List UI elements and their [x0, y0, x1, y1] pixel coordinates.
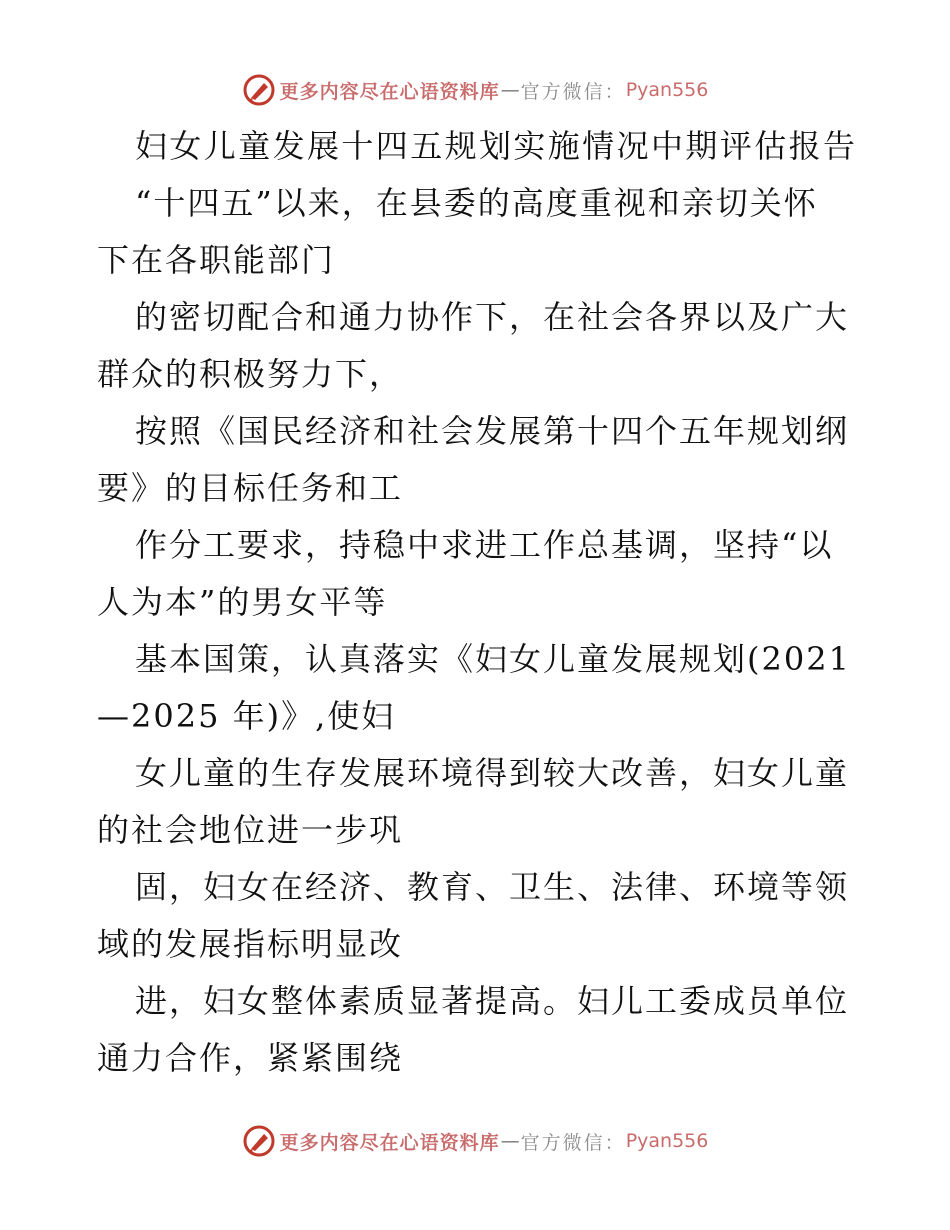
- paragraph-line: 要》的目标任务和工: [97, 469, 404, 507]
- pen-logo-icon: [242, 1124, 276, 1158]
- watermark-main-text: 更多内容尽在心语资料库: [279, 1131, 500, 1154]
- header-watermark: [0, 70, 950, 110]
- paragraph-line: 基本国策，认真落实《妇女儿童发展规划(2021: [135, 640, 851, 678]
- paragraph-line: 通力合作，紧紧围绕: [97, 1039, 404, 1077]
- paragraph-line: “十四五”以来，在县委的高度重视和亲切关怀: [135, 184, 818, 222]
- watermark-wechat-label: 官方微信：: [520, 80, 626, 103]
- paragraph-line: 的社会地位进一步巩: [97, 811, 404, 849]
- watermark-wechat-id: Pyan556: [625, 1130, 709, 1152]
- paragraph-line: 人为本”的男女平等: [97, 583, 388, 621]
- paragraph-line: 女儿童的生存发展环境得到较大改善，妇女儿童: [135, 754, 850, 792]
- paragraph-line: 作分工要求，持稳中求进工作总基调，坚持“以: [135, 526, 834, 564]
- footer-watermark: [0, 1121, 950, 1161]
- document-title: 妇女儿童发展十四五规划实施情况中期评估报告: [135, 127, 858, 165]
- watermark-main-text: 更多内容尽在心语资料库: [279, 80, 500, 103]
- pen-logo-icon: [242, 73, 276, 107]
- paragraph-line: 进，妇女整体素质显著提高。妇儿工委成员单位: [135, 982, 850, 1020]
- watermark-dash: —: [500, 79, 520, 101]
- paragraph-line: 群众的积极努力下，: [97, 355, 404, 393]
- watermark-dash: —: [500, 1130, 520, 1152]
- watermark-wechat-label: 官方微信：: [520, 1131, 626, 1154]
- paragraph-line: —2025 年)》,使妇: [97, 697, 396, 735]
- paragraph-line: 按照《国民经济和社会发展第十四个五年规划纲: [135, 412, 850, 450]
- paragraph-line: 下在各职能部门: [97, 241, 336, 279]
- document-body: [97, 118, 857, 1087]
- paragraph-line: 固，妇女在经济、教育、卫生、法律、环境等领: [135, 868, 850, 906]
- watermark-wechat-id: Pyan556: [625, 79, 709, 101]
- paragraph-line: 的密切配合和通力协作下，在社会各界以及广大: [135, 298, 850, 336]
- paragraph-line: 域的发展指标明显改: [97, 925, 404, 963]
